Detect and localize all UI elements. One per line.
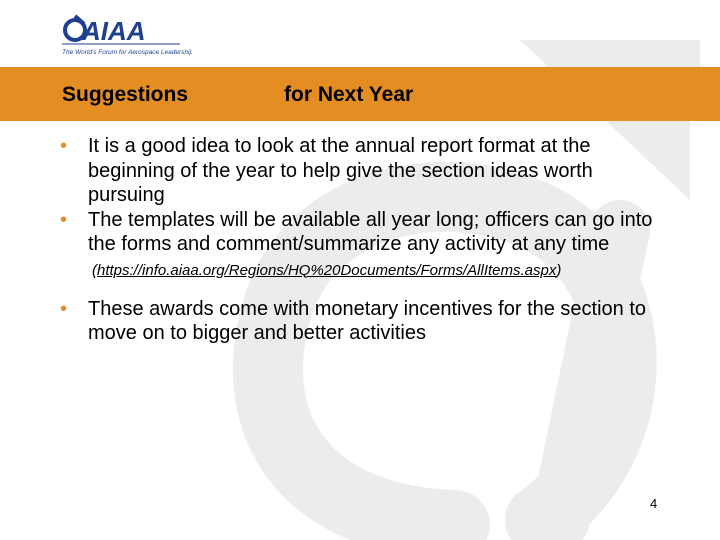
svg-text:AIAA: AIAA xyxy=(82,16,146,46)
bullet-icon: • xyxy=(60,297,68,320)
bullet-item xyxy=(60,297,675,346)
bullet-icon: • xyxy=(60,135,68,157)
bullet-item xyxy=(60,208,675,257)
link-close-paren: ) xyxy=(556,261,562,279)
bullet-text: The templates will be available all year long; officers can go into the forms and comment/summarize any activity at any time xyxy=(88,208,653,255)
aiaa-logo xyxy=(62,10,192,58)
bullet-text: It is a good idea to look at the annual report format at the beginning of the year to help give the section ideas worth pursuing xyxy=(88,135,593,206)
svg-text:The World's Forum for Aerospac: The World's Forum for Aerospace Leadership xyxy=(62,49,192,56)
link-line xyxy=(92,261,675,281)
page-number: 4 xyxy=(650,496,658,511)
link-open-paren: ( xyxy=(92,261,97,279)
bullet-text: These awards come with monetary incentives for the section to move on to bigger and better activities xyxy=(88,297,647,344)
slide-title-part-2: for Next Year xyxy=(284,83,414,106)
slide-title-part-1: Suggestions xyxy=(62,83,189,106)
bullet-item xyxy=(60,134,675,208)
forms-link[interactable]: https://info.aiaa.org/Regions/HQ%20Documents/Forms/AllItems.aspx xyxy=(97,261,557,279)
slide-body xyxy=(60,134,675,346)
bullet-icon: • xyxy=(60,208,68,231)
